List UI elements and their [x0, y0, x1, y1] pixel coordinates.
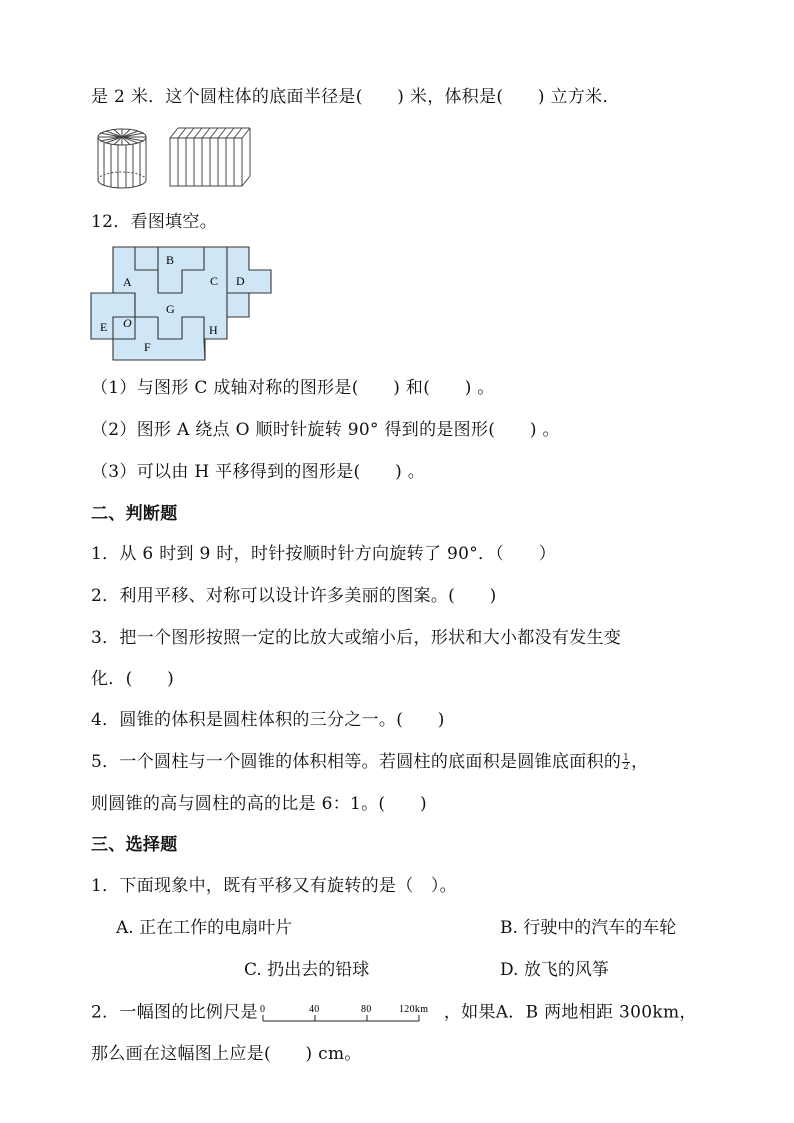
option-d[interactable]: D. 放飞的风筝 — [500, 960, 609, 980]
judgement-5-text: 5．一个圆柱与一个圆锥的体积相等。若圆柱的底面积是圆锥底面积的 — [91, 752, 622, 772]
label-d: D — [236, 274, 245, 288]
option-b[interactable]: B. 行驶中的汽车的车轮 — [500, 918, 677, 938]
option-c[interactable]: C. 扔出去的铅球 — [244, 960, 370, 980]
judgement-3-line-2: 化．( ) — [91, 669, 175, 689]
judgement-5-line-2: 则圆锥的高与圆柱的高的比是 6：1。( ) — [91, 794, 427, 814]
section-3-heading: 三、选择题 — [91, 835, 178, 855]
judgement-3-line-1: 3．把一个图形按照一定的比放大或缩小后，形状和大小都没有发生变 — [91, 628, 622, 648]
choice-2-line-1: 2．一幅图的比例尺是 0 40 80 120km ，如果A．B 两地相距 300km， — [91, 1001, 697, 1025]
label-g: G — [166, 302, 175, 316]
scale-bar — [259, 1001, 443, 1025]
fraction-one-half: $\frac{1}{2}$ — [623, 753, 630, 772]
shape-figure — [89, 245, 275, 363]
label-h: H — [209, 323, 218, 337]
text-line: 是 2 米．这个圆柱体的底面半径是( ) 米，体积是( ) 立方米． — [91, 87, 620, 107]
label-f: F — [144, 340, 151, 354]
judgement-4: 4．圆锥的体积是圆柱体积的三分之一。( ) — [91, 710, 445, 730]
label-e: E — [100, 320, 108, 334]
option-a[interactable]: A. 正在工作的电扇叶片 — [116, 918, 293, 938]
label-o: O — [123, 316, 132, 330]
question-12-part-1: （1）与图形 C 成轴对称的图形是( ) 和( ) 。 — [91, 378, 495, 398]
judgement-1: 1．从 6 时到 9 时，时针按顺时针方向旋转了 90°．（ ） — [91, 544, 556, 564]
judgement-5-line-1: 5．一个圆柱与一个圆锥的体积相等。若圆柱的底面积是圆锥底面积的 $\frac{1}{2}$ ， — [91, 752, 649, 772]
question-12-part-3: （3）可以由 H 平移得到的图形是( ) 。 — [91, 462, 426, 482]
scale-label-0: 0 — [259, 1004, 266, 1015]
choice-2-text: 2．一幅图的比例尺是 — [91, 1002, 258, 1023]
choice-1: 1．下面现象中，既有平移又有旋转的是（ ）。 — [91, 876, 457, 896]
judgement-2: 2．利用平移、对称可以设计许多美丽的图案。( ) — [91, 586, 497, 606]
question-12-part-2: （2）图形 A 绕点 O 顺时针旋转 90° 得到的是图形( ) 。 — [91, 420, 560, 440]
scale-label-120km: 120km — [398, 1004, 429, 1015]
label-b: B — [166, 253, 175, 267]
label-c: C — [210, 274, 219, 288]
question-12-title: 12．看图填空。 — [91, 212, 218, 232]
section-2-heading: 二、判断题 — [91, 504, 178, 524]
label-a: A — [123, 275, 132, 289]
scale-label-40: 40 — [308, 1004, 320, 1015]
scale-label-80: 80 — [360, 1004, 372, 1015]
choice-2-line-2: 那么画在这幅图上应是( ) cm。 — [91, 1044, 362, 1064]
cylinder-cut-illustration — [92, 124, 262, 192]
